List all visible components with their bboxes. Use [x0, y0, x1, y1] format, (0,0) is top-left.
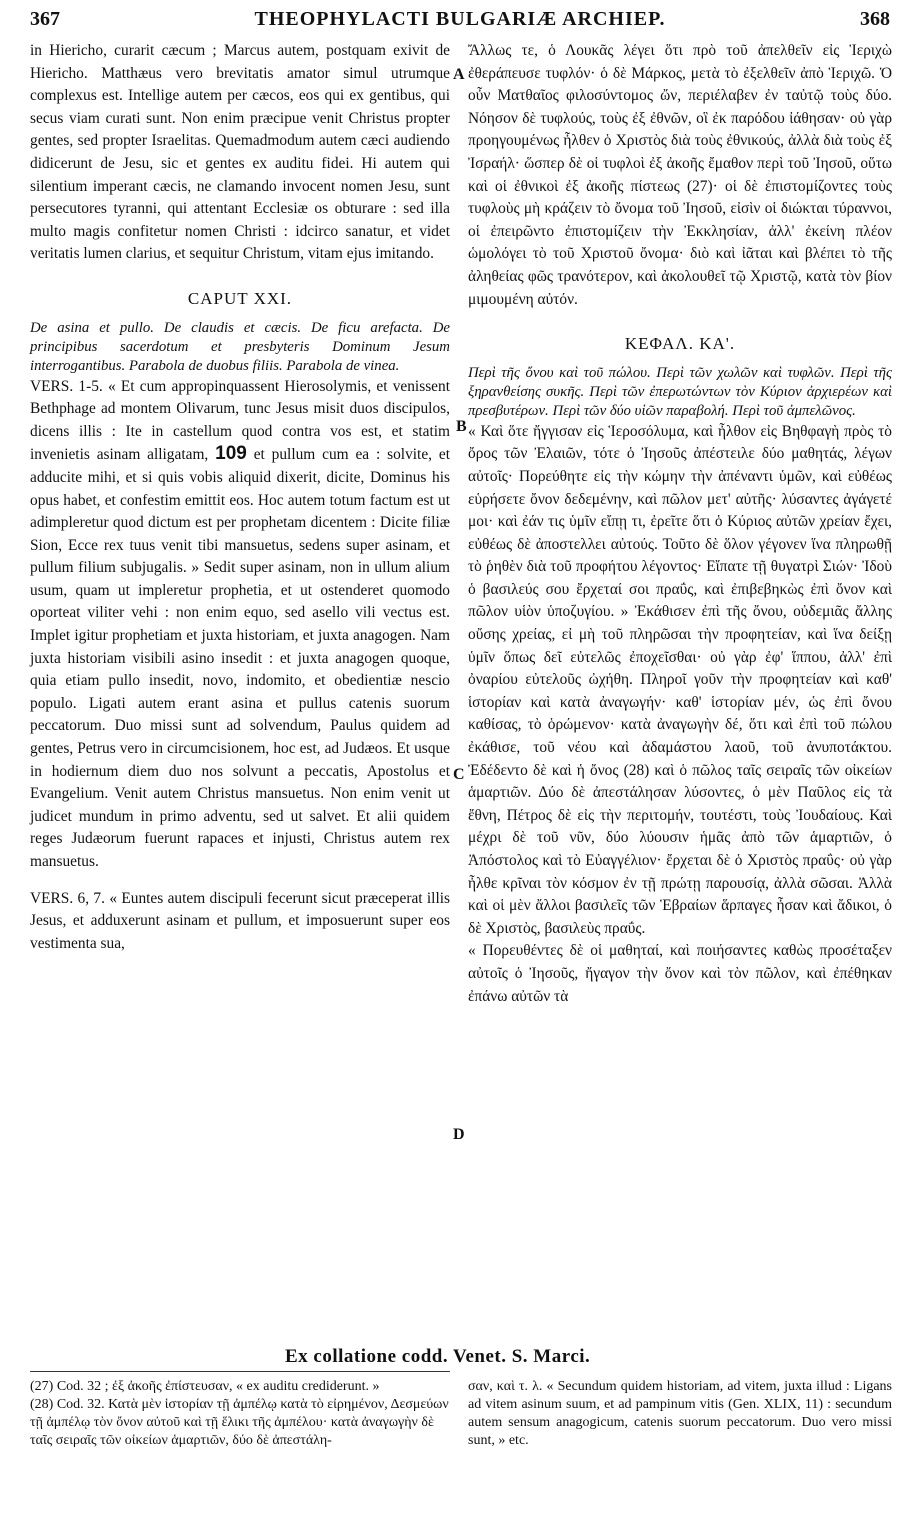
page-number-left: 367 [30, 8, 60, 30]
notes-divider [30, 1371, 450, 1372]
margin-letter-d: D [453, 1126, 465, 1143]
greek-column [468, 40, 892, 1008]
page-number-right: 368 [860, 8, 890, 30]
margin-letter-c: C [453, 766, 465, 783]
latin-verse-6-7: VERS. 6, 7. « Euntes autem discipuli fecerunt sicut præceperat illis Jesus, et adduxerunt asinam et pullum, et imposuerunt super eos vestimenta sua, [30, 889, 450, 952]
margin-letter-b: B [456, 418, 467, 435]
footnote-28: (28) Cod. 32. Κατὰ μὲν ἱστορίαν τῇ ἀμπέλῳ κατὰ τὸ εἰρημένον, Δεσμεύων τῇ ἀμπέλῳ τὸν ὄνον αὐτοῦ καὶ τῇ ἕλικι τῆς ἀμπέλου· κατὰ ἀναγωγὴν δὲ ταῖς σειραῖς τῶν οἰκείων ἁμαρτιῶν, δύο δὲ ἀπεστάλη- [30, 1397, 449, 1448]
latin-intro: in Hiericho, curarit cæcum ; Marcus autem, postquam exivit de Hiericho. Matthæus vero brevitatis amator simul utrumque complexus est. Intellige autem per cæcos, eos qui ex gentibus, qui secus viam curati sunt. Non enim præcipue venit Christus propter gentes, sed propter Israelitas. Quemadmodum autem cæci audiendo didicerunt de Jesu, sic et gentes ex auditu fidei. Hi autem qui silentium imperant cæcis, ne clamando invocent nomen Jesu, sunt persecutores tyranni, qui attentant Ecclesiæ os obturare : sed illa multo magis confitetur nomen Christi : idcirco sanatur, et videt veritatis lumen clarius, et sequitur Christum, vitam ejus imitando. [30, 42, 450, 263]
greek-chapter-summary: Περὶ τῆς ὄνου καὶ τοῦ πώλου. Περὶ τῶν χωλῶν καὶ τυφλῶν. Περὶ τῆς ξηρανθείσης συκῆς. Περὶ τῶν ἐπερωτώντων τὸν Κύριον ἀρχιερέων καὶ πρεσβυτέρων. Περὶ τῶν δύο υἱῶν παραβολή. Περὶ τοῦ ἀμπελῶνος. [468, 364, 892, 419]
margin-letter-a: A [453, 66, 465, 83]
notes-heading: Ex collatione codd. Venet. S. Marci. [285, 1346, 591, 1367]
running-title: THEOPHYLACTI BULGARIÆ ARCHIEP. [254, 8, 666, 30]
greek-intro: Ἄλλως τε, ὁ Λουκᾶς λέγει ὅτι πρὸ τοῦ ἀπελθεῖν εἰς Ἱεριχὼ ἐθεράπευσε τυφλόν· ὁ δὲ Μάρκος, μετὰ τὸ ἐξελθεῖν ἀπὸ Ἱεριχῶ. Ὁ οὖν Ματθαῖος φιλοσύντομος ὤν, περιέλαβεν ἐν ταὐτῷ τοὺς δύο. Νόησον δὲ τυφλούς, τοὺς ἐξ ἐθνῶν, οἳ ἐκ παρόδου ἰάθησαν· οὐ γὰρ προηγουμένως ἦλθεν ὁ Χριστὸς διὰ τοὺς ἐθνικούς, ἀλλὰ διὰ τοὺς ἐξ Ἰσραήλ· ὥσπερ δὲ οἱ τυφλοὶ ἐξ ἀκοῆς ἔμαθον περὶ τοῦ Ἰησοῦ, οὕτω καὶ οἱ ἐθνικοὶ ἐξ ἀκοῆς πίστεως (27)· οἱ δὲ ἐπιστομίζοντες τοὺς τυφλοὺς μὴ κράζειν τὸ ὄνομα τοῦ Ἰησοῦ, εἰσὶν οἱ διώκται τύραννοι, οἱ ἐπειρῶντο ἐπιστομίζειν τὴν Ἐκκλησίαν, ἀλλ' ἐκείνη πλέον ὡμολόγει τὸ τοῦ Χριστοῦ ὄνομα· διὸ καὶ ἰᾶται καὶ βλέπει τὸ τῆς ἀληθείας φῶς τρανότερον, καὶ ἀκολουθεῖ τῷ Χριστῷ, κατὰ τὸν βίον μιμουμένη αὐτόν. [468, 42, 892, 308]
verse-label: VERS. 1-5. [30, 377, 103, 395]
latin-chapter-heading: CAPUT XXI. [187, 288, 293, 308]
column-marker: 109 [215, 443, 247, 465]
footnote-28-continued: σαν, καὶ τ. λ. « Secundum quidem historiam, ad vitem, juxta illud : Ligans ad vitem asinum suum, et ad pampinum vitis (Gen. XLIX, 11) : secundum autem sensum anagogicum, catenis suorum peccatorum. Duo vero missi sunt, » etc. [468, 1379, 892, 1448]
footnote-27: (27) Cod. 32 ; ἐξ ἀκοῆς ἐπίστευσαν, « ex auditu crediderunt. » [30, 1379, 380, 1394]
latin-verse-1-5: VERS. 1-5. « Et cum appropinquassent Hierosolymis, et venissent Bethphage ad montem Olivarum, tunc Jesus misit duos discipulos, dicens illis : Ite in castellum quod contra vos est, et statim invenietis asinam alligatam, 109 et pullum cum ea : solvite, et adducite mihi, et si quis vobis aliquid dixerit, dicite, Dominus his opus habet, et confestim emittit eos. Hoc autem totum factum est ut adimpleretur quod dictum est per prophetam dicentem : Dicite filiæ Sion, Ecce rex tuus venit tibi mansuetus, sedens super asinam, et pullum filium subjugalis. » Sedit super asinam, non in ullum alium usum, quam ut impleretur prophetia, et ut ostenderet quomodo oporteat viliter vehi : non enim equo, sed asello vili vectus est. Implet igitur prophetiam et juxta historiam, et juxta anagogen. Nam juxta historiam visibili asino insedit : et juxta anagogen quoque, quia etiam pullo insedit, novo, indomito, et obedientiæ nescio populo. Ligati autem erant asina et pullus catenis suorum peccatorum. Duo missi sunt ad solvendum, Paulus quidem ad gentes, Petrus vero in circumcisionem, hoc est, ad Judæos. Et usque in hodiernum diem duo nos solvunt a peccatis, Apostolus et Evangelium. Venit autem Christus mansuetus. Non enim venit ut judicet mundum in primo adventu, sed ut salvet. Et alii quidem reges Judæorum fuerunt rapaces et injusti, Christus autem rex mansuetus. [30, 377, 450, 870]
greek-text: « Καὶ ὅτε ἤγγισαν εἰς Ἱεροσόλυμα, καὶ ἦλθον εἰς Βηθφαγὴ πρὸς τὸ ὄρος τῶν Ἐλαιῶν, τότε ὁ Ἰησοῦς ἀπέστειλε δύο μαθητάς, λέγων αὐτοῖς· Πορεύθητε εἰς τὴν κώμην τὴν ἀπέναντι ὑμῶν, καὶ εὐθέως εὑρήσετε ὄνον δεδεμένην, καὶ πῶλον μετ' αὐτῆς· λύσαντες ἀγάγετέ μοι· καὶ ἐάν τις ὑμῖν εἴπῃ τι, ἐρεῖτε ὅτι ὁ Κύριος αὐτῶν χρείαν ἔχει, εὐθέως δὲ ἀποστελλει αὐτούς. Τοῦτο δὲ ὅλον γέγονεν ἵνα πληρωθῇ τὸ ῥηθὲν διὰ τοῦ προφήτου λέγοντος· Εἴπατε τῇ θυγατρὶ Σιών· Ἰδοὺ ὁ βασιλεύς σου ἔρχεταί σοι πραΰς, καὶ ἐπιβεβηκὼς ἐπὶ ὄνον καὶ πῶλον υἱὸν ὑποζυγίου. » Ἐκάθισεν ἐπὶ τῆς ὄνου, οὐδεμιᾶς ἄλλης οὔσης χρείας, εἰ μὴ τοῦ πληρῶσαι τὴν προφητείαν, καὶ ἵνα δείξῃ ὑμῖν ὅπως δεῖ εὐτελῶς ἐποχεῖσθαι· οὐ γὰρ ἐφ' ἵππου, ἀλλ' ἐπὶ ὀναρίου εὐτελοῦς ὠχήθη. Πληροῖ γοῦν τὴν προφητείαν καὶ καθ' ἱστορίαν καὶ κατὰ ἀναγωγήν· καθ' ἱστορίαν μέν, ὡς ἐπὶ ὄνου καθίσας, τὸ ὁρώμενον· κατὰ ἀναγωγὴν δέ, ὅτι καὶ ἐπὶ τοῦ πώλου ἐκάθισε, τοῦ νέου καὶ ἀδαμάστου λαοῦ, τοῦ ἀνυποτάκτου. Ἐδέδεντο δὲ καὶ ἡ ὄνος (28) καὶ ὁ πῶλος ταῖς σειραῖς τῶν οἰκείων ἁμαρτιῶν. Δύο δὲ ἀπεστάλησαν λύσοντες, ὁ μὲν Παῦλος εἰς τὰ ἔθνη, Πέτρος δὲ εἰς τὴν περιτομήν, τουτέστι, τοὺς Ἰουδαίους. Καὶ μέχρι δὲ τοῦ νῦν, δύο λύουσιν ἡμᾶς ἀπὸ τῶν ἁμαρτιῶν, ὁ Ἀπόστολος καὶ τὸ Εὐαγγέλιον· ἔρχεται δὲ ὁ Χριστὸς πραΰς· οὐ γὰρ ἦλθε κρῖναι τὸν κόσμον ἐν τῇ πρώτῃ παρουσίᾳ, ἀλλὰ σῶσαι. Ἀλλὰ καὶ οἱ μὲν ἄλλοι βασιλεῖς τῶν Ἑβραίων ἅρπαγες ἦσαν καὶ ἄδικοι, ὁ δὲ Χριστὸς, βασιλεὺς πραΰς. [468, 422, 892, 937]
footnotes-right [468, 1378, 892, 1450]
verse-label: VERS. 6, 7. [30, 889, 105, 907]
footnotes-left [30, 1378, 450, 1450]
greek-chapter-heading: ΚΕΦΑΛ. ΚΑ'. [624, 334, 736, 354]
latin-column [30, 40, 450, 955]
running-header [30, 8, 890, 36]
latin-chapter-summary: De asina et pullo. De claudis et cæcis. De ficu arefacta. De principibus sacerdotum et presbyteris Dominum Jesum interrogantibus. Parabola de duobus filiis. Parabola de vinea. [30, 319, 450, 374]
greek-text-continued: « Πορευθέντες δὲ οἱ μαθηταί, καὶ ποιήσαντες καθὼς προσέταξεν αὐτοῖς ὁ Ἰησοῦς, ἤγαγον τὴν ὄνον καὶ τὸν πῶλον, καὶ ἐπέθηκαν ἐπάνω αὐτῶν τὰ [468, 942, 892, 1005]
